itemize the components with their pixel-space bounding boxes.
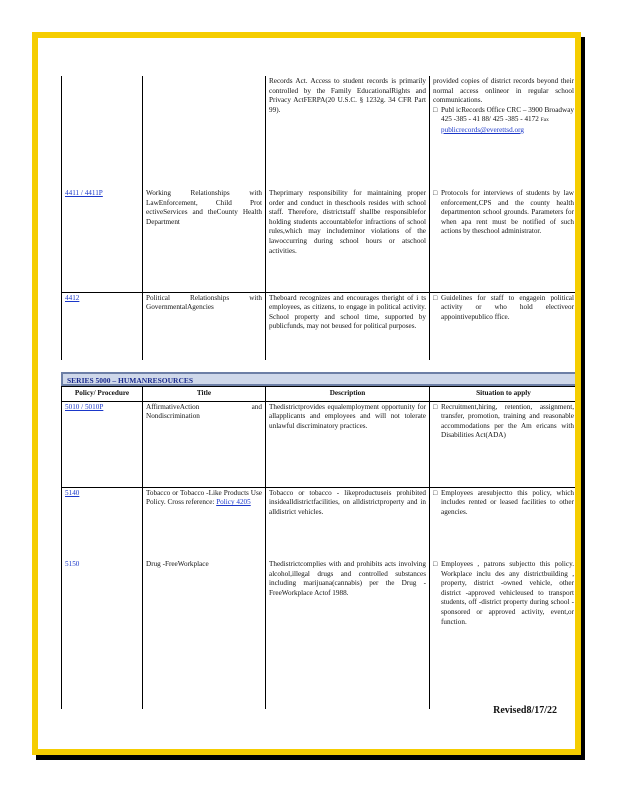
description-cell: Theprimary responsibility for maintaining proper order and conduct in theschools resides with school staff. Therefore, districtstaff shallbe responsiblefor holding students accountablefor infractions of school rules,which may includeminor violations of the lawoccurring during school hours or atschool activities.	[266, 188, 430, 292]
situation-bullet: □ Publ icRecords Office CRC – 3900 Broadway 425 -385 - 41 88/ 425 -385 - 4172 Fax publicrecords@everettsd.org	[433, 106, 574, 136]
situation-cell	[430, 188, 576, 292]
policy-cell	[62, 76, 143, 188]
description-cell: Tobacco or tobacco - likeproductuseis prohibited insidealldistrictfacilities, on alldistrictproperty and in alldistrict vehicles.	[266, 487, 430, 559]
policy-table-continued	[61, 76, 575, 360]
policy-link-4411[interactable]: 4411 / 4411P	[65, 189, 103, 197]
fax-label: Fax	[540, 117, 549, 124]
header-situation: Situation to apply	[430, 387, 576, 402]
policy-link-5010[interactable]: 5010 / 5010P	[65, 402, 104, 411]
series-5000-table	[61, 386, 575, 709]
policy-4205-link[interactable]: Policy 4205	[216, 498, 251, 507]
email-link[interactable]: publicrecords@everettsd.org	[441, 125, 524, 134]
description-cell: Thedistrictprovides equalemployment opportunity for allapplicants and employees and will not tolerate unlawful discriminatory practices.	[266, 401, 430, 487]
description-cell: Theboard recognizes and encourages theright of i ts employees, as citizens, to engage in political activity. School property and school time, supported by publicfunds, may not beused for political purposes.	[266, 292, 430, 360]
situation-bullet: □ Employees , patrons subjectto this policy. Workplace inclu des any districtbuilding , property, district -owned vehicle, other district -approved vehicleused to transport students, off -district property during school - sponsored or approved activity, event,or function.	[433, 560, 574, 627]
title-cell: Working Relationships with LawEnforcement, Child Prot ectiveServices and theCounty Health Department	[143, 188, 266, 292]
header-description: Description	[266, 387, 430, 402]
policy-cell	[62, 487, 143, 559]
title-cell: Tobacco or Tobacco -Like Products Use Policy. Cross reference: Policy 4205	[143, 487, 266, 559]
policy-cell	[62, 188, 143, 292]
title-cell: AffirmativeAction and Nondiscrimination	[143, 401, 266, 487]
policy-cell	[62, 292, 143, 360]
situation-cell	[430, 559, 576, 709]
policy-cell	[62, 401, 143, 487]
policy-cell	[62, 559, 143, 709]
situation-bullet: □ Employees aresubjectto this policy, which includes rented or leased facilities to other agencies.	[433, 489, 574, 518]
policy-link-4412[interactable]: 4412	[65, 293, 80, 302]
description-cell: Records Act. Access to student records is primarily controlled by the Family EducationalRights and Privacy ActFERPA(20 U.S.C. § 1232g. 34 CFR Part 99).	[266, 76, 430, 188]
title-cell	[143, 76, 266, 188]
policy-link-5140[interactable]: 5140	[65, 488, 80, 497]
page-border-frame	[32, 32, 581, 755]
title-cell: Political Relationships with GovernmentalAgencies	[143, 292, 266, 360]
title-cell: Drug -FreeWorkplace	[143, 559, 266, 709]
document-page	[38, 38, 575, 749]
policy-number-5150: 5150	[65, 560, 80, 569]
situation-bullet: □ Recruitment,hiring, retention, assignment, transfer, promotion, training and reasonable accommodations per the Am ericans with Disabilities Act(ADA)	[433, 403, 574, 441]
description-cell: Thedistrictcomplies with and prohibits acts involving alcohol,illegal drugs and controlled substances including marijuana(cannabis) per the Drug -FreeWorkplace Actof 1988.	[266, 559, 430, 709]
situation-cell	[430, 76, 576, 188]
situation-cell	[430, 292, 576, 360]
situation-intro: provided copies of district records beyond their normal access onlineor in regular school communications.	[433, 77, 574, 105]
revised-date: Revised8/17/22	[493, 705, 557, 716]
series-heading: SERIES 5000 – HUMANRESOURCES	[61, 372, 575, 386]
situation-bullet: □ Guidelines for staff to engagein political activity or who hold electiveor appointivepublico ffice.	[433, 294, 574, 323]
header-policy: Policy/ Procedure	[62, 387, 143, 402]
series-5000-section	[61, 372, 575, 386]
header-title: Title	[143, 387, 266, 402]
situation-cell	[430, 487, 576, 559]
situation-cell	[430, 401, 576, 487]
situation-bullet: □ Protocols for interviews of students by law enforcement,CPS and the county health departmenton school grounds. Parameters for when apa rent must be notified of such actions by theschool administrator.	[433, 189, 574, 237]
